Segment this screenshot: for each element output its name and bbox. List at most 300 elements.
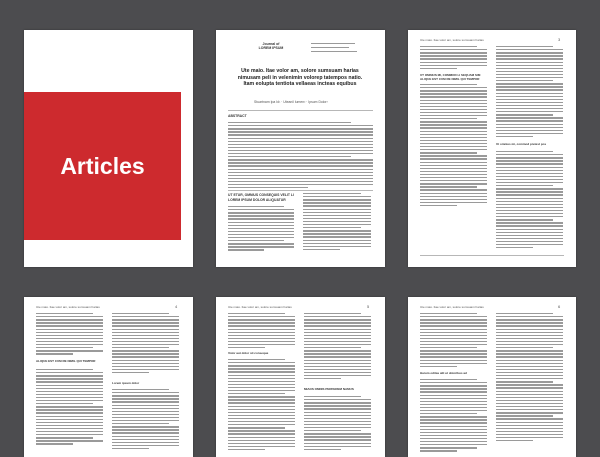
text-line: [496, 418, 563, 419]
text-line: [304, 375, 371, 376]
text-line: [228, 215, 294, 216]
text-line: [496, 120, 563, 121]
text-line: [304, 399, 371, 400]
text-line: [304, 433, 371, 434]
text-line: [496, 363, 563, 364]
text-line: [496, 210, 563, 211]
text-line: [496, 425, 563, 426]
text-line: [496, 369, 563, 370]
text-line: [112, 313, 169, 314]
text-line: [228, 359, 285, 360]
text-line: [228, 322, 295, 323]
text-line: [420, 322, 487, 323]
text-line: [420, 183, 487, 184]
text-line: [496, 400, 563, 401]
text-line: [420, 325, 487, 326]
text-line: [228, 206, 284, 207]
text-line: [496, 378, 563, 379]
text-line: [496, 397, 563, 398]
text-line: [496, 185, 553, 186]
text-line: [228, 325, 295, 326]
text-line: [303, 230, 371, 231]
text-line: [420, 168, 487, 169]
text-line: [112, 395, 179, 396]
text-line: [228, 144, 373, 145]
text-line: [112, 429, 179, 430]
text-line: [496, 366, 563, 367]
running-header: Ute maio. Itae volor am, solore sumsuam harias: [36, 305, 100, 309]
article-title-page[interactable]: [216, 30, 385, 267]
page-number: 3: [558, 37, 561, 42]
text-line: [112, 316, 179, 317]
text-line: [228, 335, 295, 336]
text-line: [228, 332, 295, 333]
text-line: [36, 344, 103, 345]
text-line: [36, 400, 103, 401]
text-line: [228, 446, 295, 447]
cover-title: Articles: [60, 152, 145, 179]
text-line: [112, 423, 169, 424]
text-line: [304, 366, 371, 367]
text-line: [420, 46, 477, 47]
text-line: [420, 68, 457, 69]
text-line: [420, 404, 487, 405]
text-line: [496, 332, 563, 333]
text-line: [420, 319, 487, 320]
text-line: [304, 436, 371, 437]
text-line: [36, 353, 73, 354]
text-line: [304, 378, 341, 379]
text-line: [36, 397, 103, 398]
text-line: [496, 406, 563, 407]
text-line: [420, 422, 487, 423]
text-line: [420, 416, 487, 417]
text-line: [304, 313, 361, 314]
text-line: [420, 447, 477, 448]
text-line: [228, 427, 285, 428]
text-line: [496, 179, 563, 180]
text-line: [420, 344, 487, 345]
text-line: [420, 52, 487, 53]
article-page-5[interactable]: [216, 297, 385, 457]
text-line: [304, 418, 371, 419]
text-line: [496, 341, 563, 342]
text-line: [36, 341, 103, 342]
text-line: [112, 398, 179, 399]
text-line: [496, 222, 563, 223]
text-line: [420, 112, 487, 113]
text-line: [304, 427, 371, 428]
text-line: [303, 212, 371, 213]
text-line: [112, 372, 149, 373]
text-line: [228, 393, 285, 394]
text-line: [304, 402, 371, 403]
text-line: [420, 127, 487, 128]
page-number: 6: [558, 304, 561, 309]
text-line: [420, 398, 487, 399]
article-title: Ute maio. Itae volor am, solore sumsuam harias nimusam peli in velenimin volorep tatempos natio. Itam eolupta tentiota vellaeas incteas equibus: [237, 68, 363, 87]
text-line: [420, 189, 487, 190]
text-line: [304, 322, 371, 323]
text-line: [420, 177, 487, 178]
text-line: [496, 244, 563, 245]
text-line: [36, 319, 103, 320]
text-line: [228, 433, 295, 434]
text-line: [420, 149, 487, 150]
text-line: [36, 437, 93, 438]
text-line: [420, 55, 487, 56]
text-line: [304, 338, 371, 339]
text-line: [420, 100, 487, 101]
text-line: [228, 131, 373, 132]
text-line: [36, 440, 103, 441]
text-line: [228, 347, 265, 348]
text-line: [496, 124, 563, 125]
text-line: [496, 49, 563, 50]
text-line: [36, 428, 103, 429]
text-line: [420, 65, 487, 66]
text-line: [228, 365, 295, 366]
page-number: 5: [367, 304, 370, 309]
header-info-line: [311, 51, 357, 52]
text-line: [420, 444, 487, 445]
text-line: [228, 368, 295, 369]
text-line: [496, 350, 563, 351]
text-line: [112, 448, 149, 449]
text-line: [304, 396, 361, 397]
text-line: [420, 171, 487, 172]
text-line: [304, 332, 371, 333]
text-line: [36, 350, 103, 351]
text-line: [228, 128, 373, 129]
text-line: [496, 412, 563, 413]
text-line: [304, 329, 371, 330]
text-line: [303, 224, 371, 225]
text-line: [496, 117, 563, 118]
text-line: [304, 319, 371, 320]
text-line: [496, 105, 563, 106]
text-line: [496, 46, 553, 47]
text-line: [496, 188, 563, 189]
text-line: [304, 360, 371, 361]
section-heading: UT ETUR, OMNIUS CONSEQUIS VELIT LI LOREM IPSUM DOLOR ALIQUATUR: [228, 193, 294, 202]
text-line: [420, 379, 477, 380]
article-page-6[interactable]: [408, 297, 576, 457]
text-line: [228, 172, 373, 173]
text-line: [112, 414, 179, 415]
text-line: [228, 156, 351, 157]
text-line: [36, 338, 103, 339]
text-line: [420, 353, 487, 354]
text-line: [496, 80, 553, 81]
text-line: [496, 353, 563, 354]
text-line: [303, 209, 371, 210]
text-line: [228, 402, 295, 403]
text-line: [420, 180, 487, 181]
section-heading: Harum oditas alit ut doloribus ad: [420, 371, 467, 375]
text-line: [420, 115, 487, 116]
text-line: [420, 103, 487, 104]
text-line: [112, 417, 179, 418]
text-line: [496, 319, 563, 320]
text-line: [496, 403, 563, 404]
text-line: [36, 403, 93, 404]
text-line: [36, 381, 103, 382]
text-line: [228, 415, 295, 416]
text-line: [496, 93, 563, 94]
text-line: [303, 221, 371, 222]
text-line: [303, 202, 371, 203]
text-line: [420, 143, 487, 144]
text-line: [228, 222, 294, 223]
text-line: [496, 77, 563, 78]
text-line: [112, 392, 179, 393]
article-page-4[interactable]: [24, 297, 193, 457]
text-line: [303, 246, 371, 247]
text-line: [496, 52, 563, 53]
text-line: [496, 58, 563, 59]
text-line: [420, 341, 487, 342]
text-line: [496, 160, 563, 161]
text-line: [228, 313, 285, 314]
text-line: [228, 246, 294, 247]
text-line: [228, 430, 295, 431]
text-line: [304, 443, 371, 444]
text-line: [112, 439, 179, 440]
text-line: [496, 114, 553, 115]
text-line: [228, 406, 295, 407]
text-line: [228, 384, 295, 385]
text-line: [303, 199, 371, 200]
text-line: [228, 375, 295, 376]
text-line: [420, 350, 487, 351]
text-line: [496, 232, 563, 233]
text-line: [496, 74, 563, 75]
text-line: [36, 394, 103, 395]
text-line: [228, 421, 295, 422]
text-line: [496, 316, 563, 317]
text-line: [420, 382, 487, 383]
text-line: [112, 445, 179, 446]
text-line: [228, 150, 373, 151]
text-line: [304, 421, 371, 422]
text-line: [36, 375, 103, 376]
text-line: [228, 165, 373, 166]
text-line: [228, 175, 373, 176]
text-line: [420, 335, 487, 336]
text-line: [420, 152, 477, 153]
text-line: [304, 347, 361, 348]
text-line: [304, 325, 371, 326]
text-line: [420, 356, 487, 357]
text-line: [420, 134, 487, 135]
text-line: [420, 316, 487, 317]
text-line: [420, 109, 487, 110]
text-line: [496, 381, 553, 382]
text-line: [228, 184, 373, 185]
section-heading: Ut omnius mi, commod pretest pos: [496, 142, 547, 146]
text-line: [420, 205, 457, 206]
text-line: [304, 363, 371, 364]
text-line: [420, 87, 487, 88]
text-line: [420, 432, 487, 433]
text-line: [112, 341, 179, 342]
text-line: [304, 353, 371, 354]
text-line: [420, 174, 487, 175]
text-line: [36, 388, 103, 389]
text-line: [496, 62, 563, 63]
text-line: [304, 424, 371, 425]
text-line: [112, 353, 179, 354]
text-line: [112, 329, 179, 330]
text-line: [228, 209, 294, 210]
text-line: [420, 93, 487, 94]
text-line: [496, 347, 553, 348]
text-line: [36, 412, 103, 413]
text-line: [496, 167, 563, 168]
text-line: [420, 106, 487, 107]
text-line: [36, 372, 103, 373]
text-line: [496, 229, 563, 230]
text-line: [304, 412, 371, 413]
text-line: [228, 138, 373, 139]
text-line: [496, 391, 563, 392]
text-line: [36, 409, 103, 410]
text-line: [304, 372, 371, 373]
section-heading: MIAOS OMNIS PERFEREM NAMUS: [304, 387, 354, 391]
text-line: [496, 384, 563, 385]
text-line: [496, 434, 563, 435]
text-line: [112, 432, 179, 433]
text-line: [36, 347, 93, 348]
text-line: [420, 193, 487, 194]
text-line: [228, 390, 295, 391]
text-line: [420, 124, 487, 125]
text-line: [112, 325, 179, 326]
text-line: [303, 236, 371, 237]
text-line: [228, 218, 294, 219]
text-line: [420, 49, 487, 50]
article-authors: Stuartnam Ipa Id¹ · Uteanil Iumen² · Ipsum Dolor³: [254, 100, 328, 104]
text-line: [420, 137, 487, 138]
text-line: [112, 420, 179, 421]
text-line: [496, 241, 563, 242]
text-line: [112, 356, 179, 357]
journal-logo: Journal of LOREM IPSUM: [258, 42, 284, 50]
text-line: [496, 329, 563, 330]
text-line: [420, 165, 487, 166]
text-line: [496, 65, 563, 66]
cover-page[interactable]: [24, 30, 193, 267]
text-line: [420, 338, 487, 339]
text-line: [420, 450, 457, 451]
text-line: [420, 199, 487, 200]
text-line: [303, 243, 371, 244]
text-line: [36, 329, 103, 330]
text-line: [420, 360, 487, 361]
text-line: [420, 410, 487, 411]
text-line: [496, 394, 563, 395]
text-line: [228, 319, 295, 320]
text-line: [304, 430, 361, 431]
text-line: [496, 182, 563, 183]
text-line: [228, 159, 373, 160]
cover-red-band: [24, 92, 181, 240]
text-line: [228, 178, 373, 179]
text-line: [420, 96, 487, 97]
text-line: [420, 413, 477, 414]
text-line: [420, 391, 487, 392]
text-line: [228, 424, 295, 425]
text-line: [304, 356, 371, 357]
page-number: 4: [175, 304, 178, 309]
text-line: [228, 187, 308, 188]
text-line: [420, 146, 487, 147]
text-line: [303, 193, 361, 194]
text-line: [420, 202, 487, 203]
text-line: [496, 325, 563, 326]
text-line: [228, 234, 294, 235]
text-line: [496, 55, 563, 56]
text-line: [228, 362, 295, 363]
text-line: [496, 108, 563, 109]
text-line: [496, 216, 563, 217]
text-line: [496, 431, 563, 432]
text-line: [228, 181, 373, 182]
text-line: [304, 369, 371, 370]
text-line: [496, 157, 563, 158]
text-line: [496, 225, 563, 226]
section-rule: [228, 190, 373, 191]
text-line: [228, 125, 373, 126]
text-line: [304, 408, 371, 409]
text-line: [420, 426, 487, 427]
section-rule: [228, 110, 373, 111]
text-line: [228, 412, 295, 413]
text-line: [496, 176, 563, 177]
text-line: [228, 440, 295, 441]
text-line: [496, 133, 563, 134]
text-line: [496, 422, 563, 423]
text-line: [228, 249, 264, 250]
text-line: [36, 369, 93, 370]
header-info-line: [311, 47, 349, 48]
text-line: [420, 332, 487, 333]
article-page-3[interactable]: [408, 30, 576, 267]
text-line: [496, 213, 563, 214]
text-line: [420, 438, 487, 439]
text-line: [420, 140, 487, 141]
text-line: [228, 237, 294, 238]
text-line: [420, 366, 457, 367]
text-line: [228, 387, 295, 388]
text-line: [420, 407, 487, 408]
text-line: [112, 442, 179, 443]
text-line: [112, 322, 179, 323]
section-heading: Volor aut dolor sit conseque: [228, 351, 269, 355]
text-line: [112, 369, 179, 370]
text-line: [228, 228, 294, 229]
text-line: [36, 434, 103, 435]
text-line: [420, 155, 487, 156]
running-header: Ute maio. Itae volor am, solore sumsuam harias: [228, 305, 292, 309]
text-line: [420, 186, 477, 187]
text-line: [496, 198, 563, 199]
text-line: [303, 240, 371, 241]
text-line: [496, 111, 563, 112]
text-line: [420, 429, 487, 430]
text-line: [496, 191, 563, 192]
